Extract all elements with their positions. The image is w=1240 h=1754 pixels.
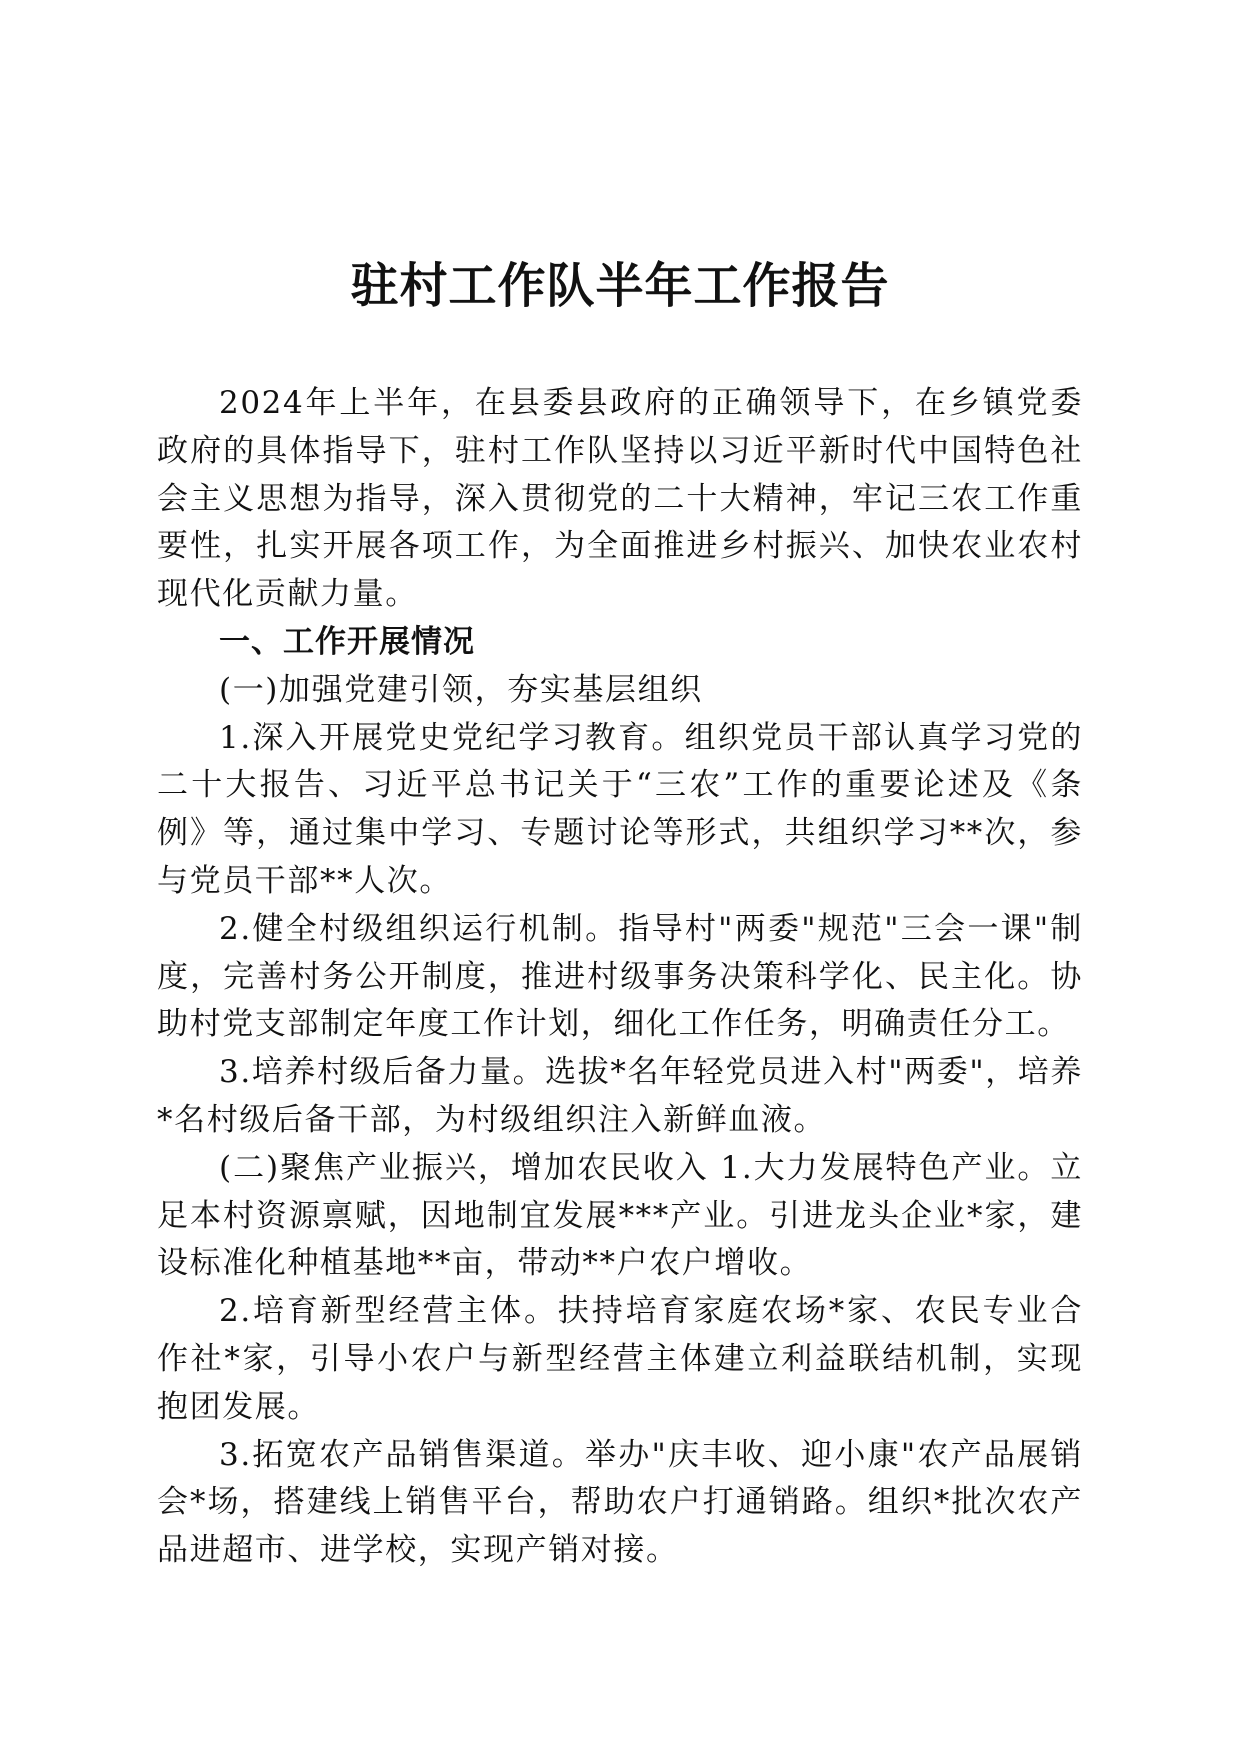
- subsection-heading-1: (一)加强党建引领，夯实基层组织: [219, 671, 703, 708]
- subsection-heading-2-paragraph: (二)聚焦产业振兴，增加农民收入 1.大力发展特色产业。立足本村资源禀赋，因地制宜发展***产业。引进龙头企业*家，建设标准化种植基地**亩，带动**户农户增收。: [157, 1149, 1083, 1282]
- body-paragraph: 3.培养村级后备力量。选拔*名年轻党员进入村"两委"，培养*名村级后备干部，为村级组织注入新鲜血液。: [157, 1054, 1083, 1138]
- body-paragraph: 2.培育新型经营主体。扶持培育家庭农场*家、农民专业合作社*家，引导小农户与新型经营主体建立利益联结机制，实现抱团发展。: [157, 1293, 1083, 1425]
- section-heading-1: 一、工作开展情况: [219, 623, 475, 660]
- body-paragraph: 1.深入开展党史党纪学习教育。组织党员干部认真学习党的二十大报告、习近平总书记关于“三农”工作的重要论述及《条例》等，通过集中学习、专题讨论等形式，共组织学习**次，参与党员干部**人次。: [157, 719, 1083, 899]
- intro-paragraph: 2024年上半年，在县委县政府的正确领导下，在乡镇党委政府的具体指导下，驻村工作队坚持以习近平新时代中国特色社会主义思想为指导，深入贯彻党的二十大精神，牢记三农工作重要性，扎实开展各项工作，为全面推进乡村振兴、加快农业农村现代化贡献力量。: [157, 385, 1083, 613]
- document-body: [157, 380, 1083, 1575]
- body-paragraph: 2.健全村级组织运行机制。指导村"两委"规范"三会一课"制度，完善村务公开制度，推进村级事务决策科学化、民主化。协助村党支部制定年度工作计划，细化工作任务，明确责任分工。: [157, 910, 1083, 1043]
- document-title: 驻村工作队半年工作报告: [350, 258, 890, 314]
- body-paragraph: 3.拓宽农产品销售渠道。举办"庆丰收、迎小康"农产品展销会*场，搭建线上销售平台，帮助农户打通销路。组织*批次农产品进超市、进学校，实现产销对接。: [157, 1436, 1083, 1569]
